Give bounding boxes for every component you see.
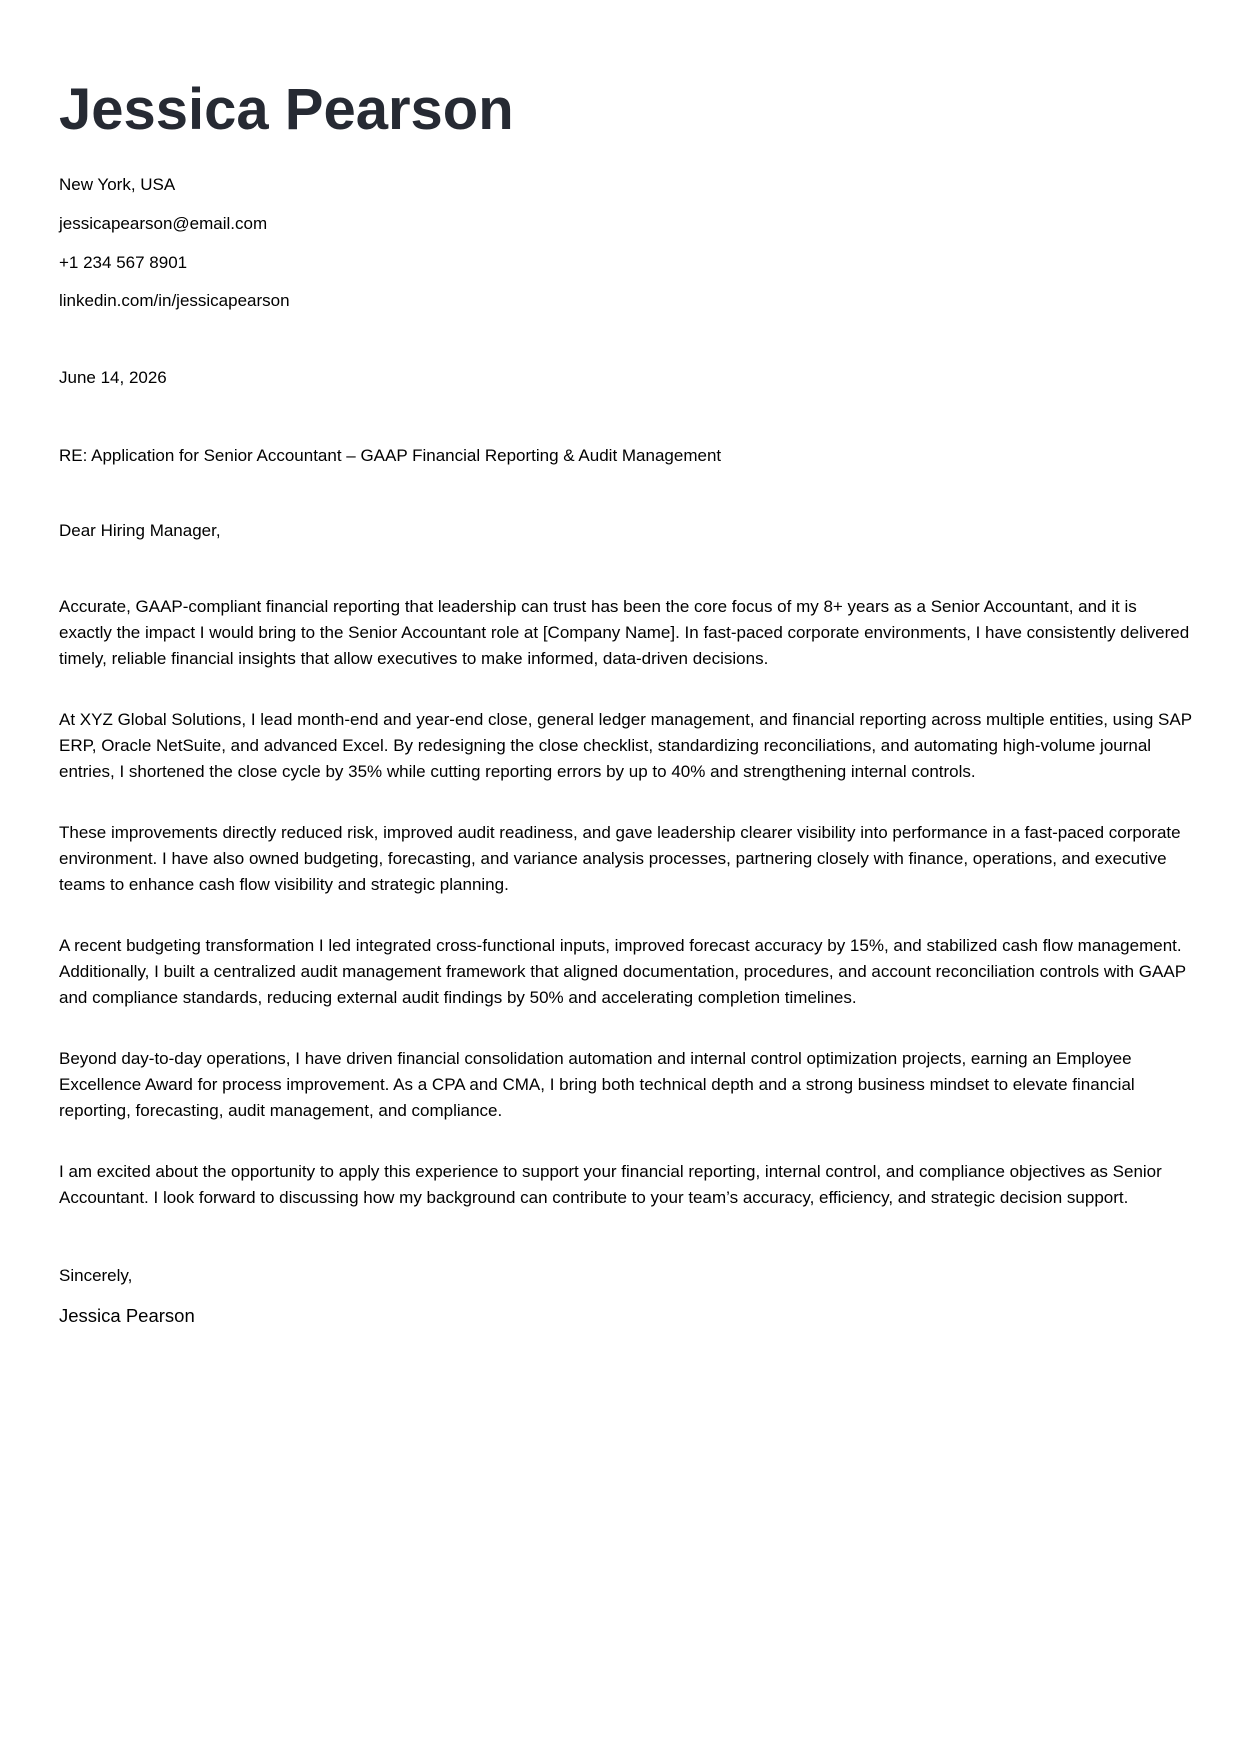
body-paragraph: At XYZ Global Solutions, I lead month-end and year-end close, general ledger management, and financial reporting across multiple entities, using SAP ERP, Oracle NetSuite, and advanced Excel. By redesigning the close checklist, standardizing reconciliations, and automating high-volume journal entries, I shortened the close cycle by 35% while cutting reporting errors by up to 40% and strengthening internal controls.	[59, 710, 1192, 781]
letter-greeting: Dear Hiring Manager,	[59, 521, 221, 540]
contact-info	[59, 166, 290, 321]
contact-email: jessicapearson@email.com	[59, 213, 268, 233]
letter-date: June 14, 2026	[59, 368, 167, 387]
letter-body	[59, 594, 1193, 1246]
applicant-name: Jessica Pearson	[59, 77, 514, 142]
body-paragraph: These improvements directly reduced risk, improved audit readiness, and gave leadership clearer visibility into performance in a fast-paced corporate environment. I have also owned budgeting, forecasting, and variance analysis processes, partnering closely with finance, operations, and executive teams to enhance cash flow visibility and strategic planning.	[59, 823, 1181, 894]
body-paragraph: Accurate, GAAP-compliant financial reporting that leadership can trust has been the core focus of my 8+ years as a Senior Accountant, and it is exactly the impact I would bring to the Senior Accountant role at [Company Name]. In fast-paced corporate environments, I have consistently delivered timely, reliable financial insights that allow executives to make informed, data-driven decisions.	[59, 597, 1190, 668]
letter-closing: Sincerely,	[59, 1266, 133, 1285]
contact-linkedin: linkedin.com/in/jessicapearson	[59, 291, 290, 311]
contact-phone: +1 234 567 8901	[59, 252, 188, 272]
letter-subject: RE: Application for Senior Accountant – GAAP Financial Reporting & Audit Management	[59, 446, 722, 465]
body-paragraph: Beyond day-to-day operations, I have driven financial consolidation automation and internal control optimization projects, earning an Employee Excellence Award for process improvement. As a CPA and CMA, I bring both technical depth and a strong business mindset to elevate financial reporting, forecasting, audit management, and compliance.	[59, 1049, 1135, 1120]
body-paragraph: I am excited about the opportunity to apply this experience to support your financial reporting, internal control, and compliance objectives as Senior Accountant. I look forward to discussing how my background can contribute to your team’s accuracy, efficiency, and strategic decision support.	[59, 1162, 1162, 1207]
body-paragraph: A recent budgeting transformation I led integrated cross-functional inputs, improved forecast accuracy by 15%, and stabilized cash flow management. Additionally, I built a centralized audit management framework that aligned documentation, procedures, and account reconciliation controls with GAAP and compliance standards, reducing external audit findings by 50% and accelerating completion timelines.	[59, 936, 1186, 1007]
letter-signature: Jessica Pearson	[59, 1305, 195, 1326]
contact-location: New York, USA	[59, 175, 176, 194]
